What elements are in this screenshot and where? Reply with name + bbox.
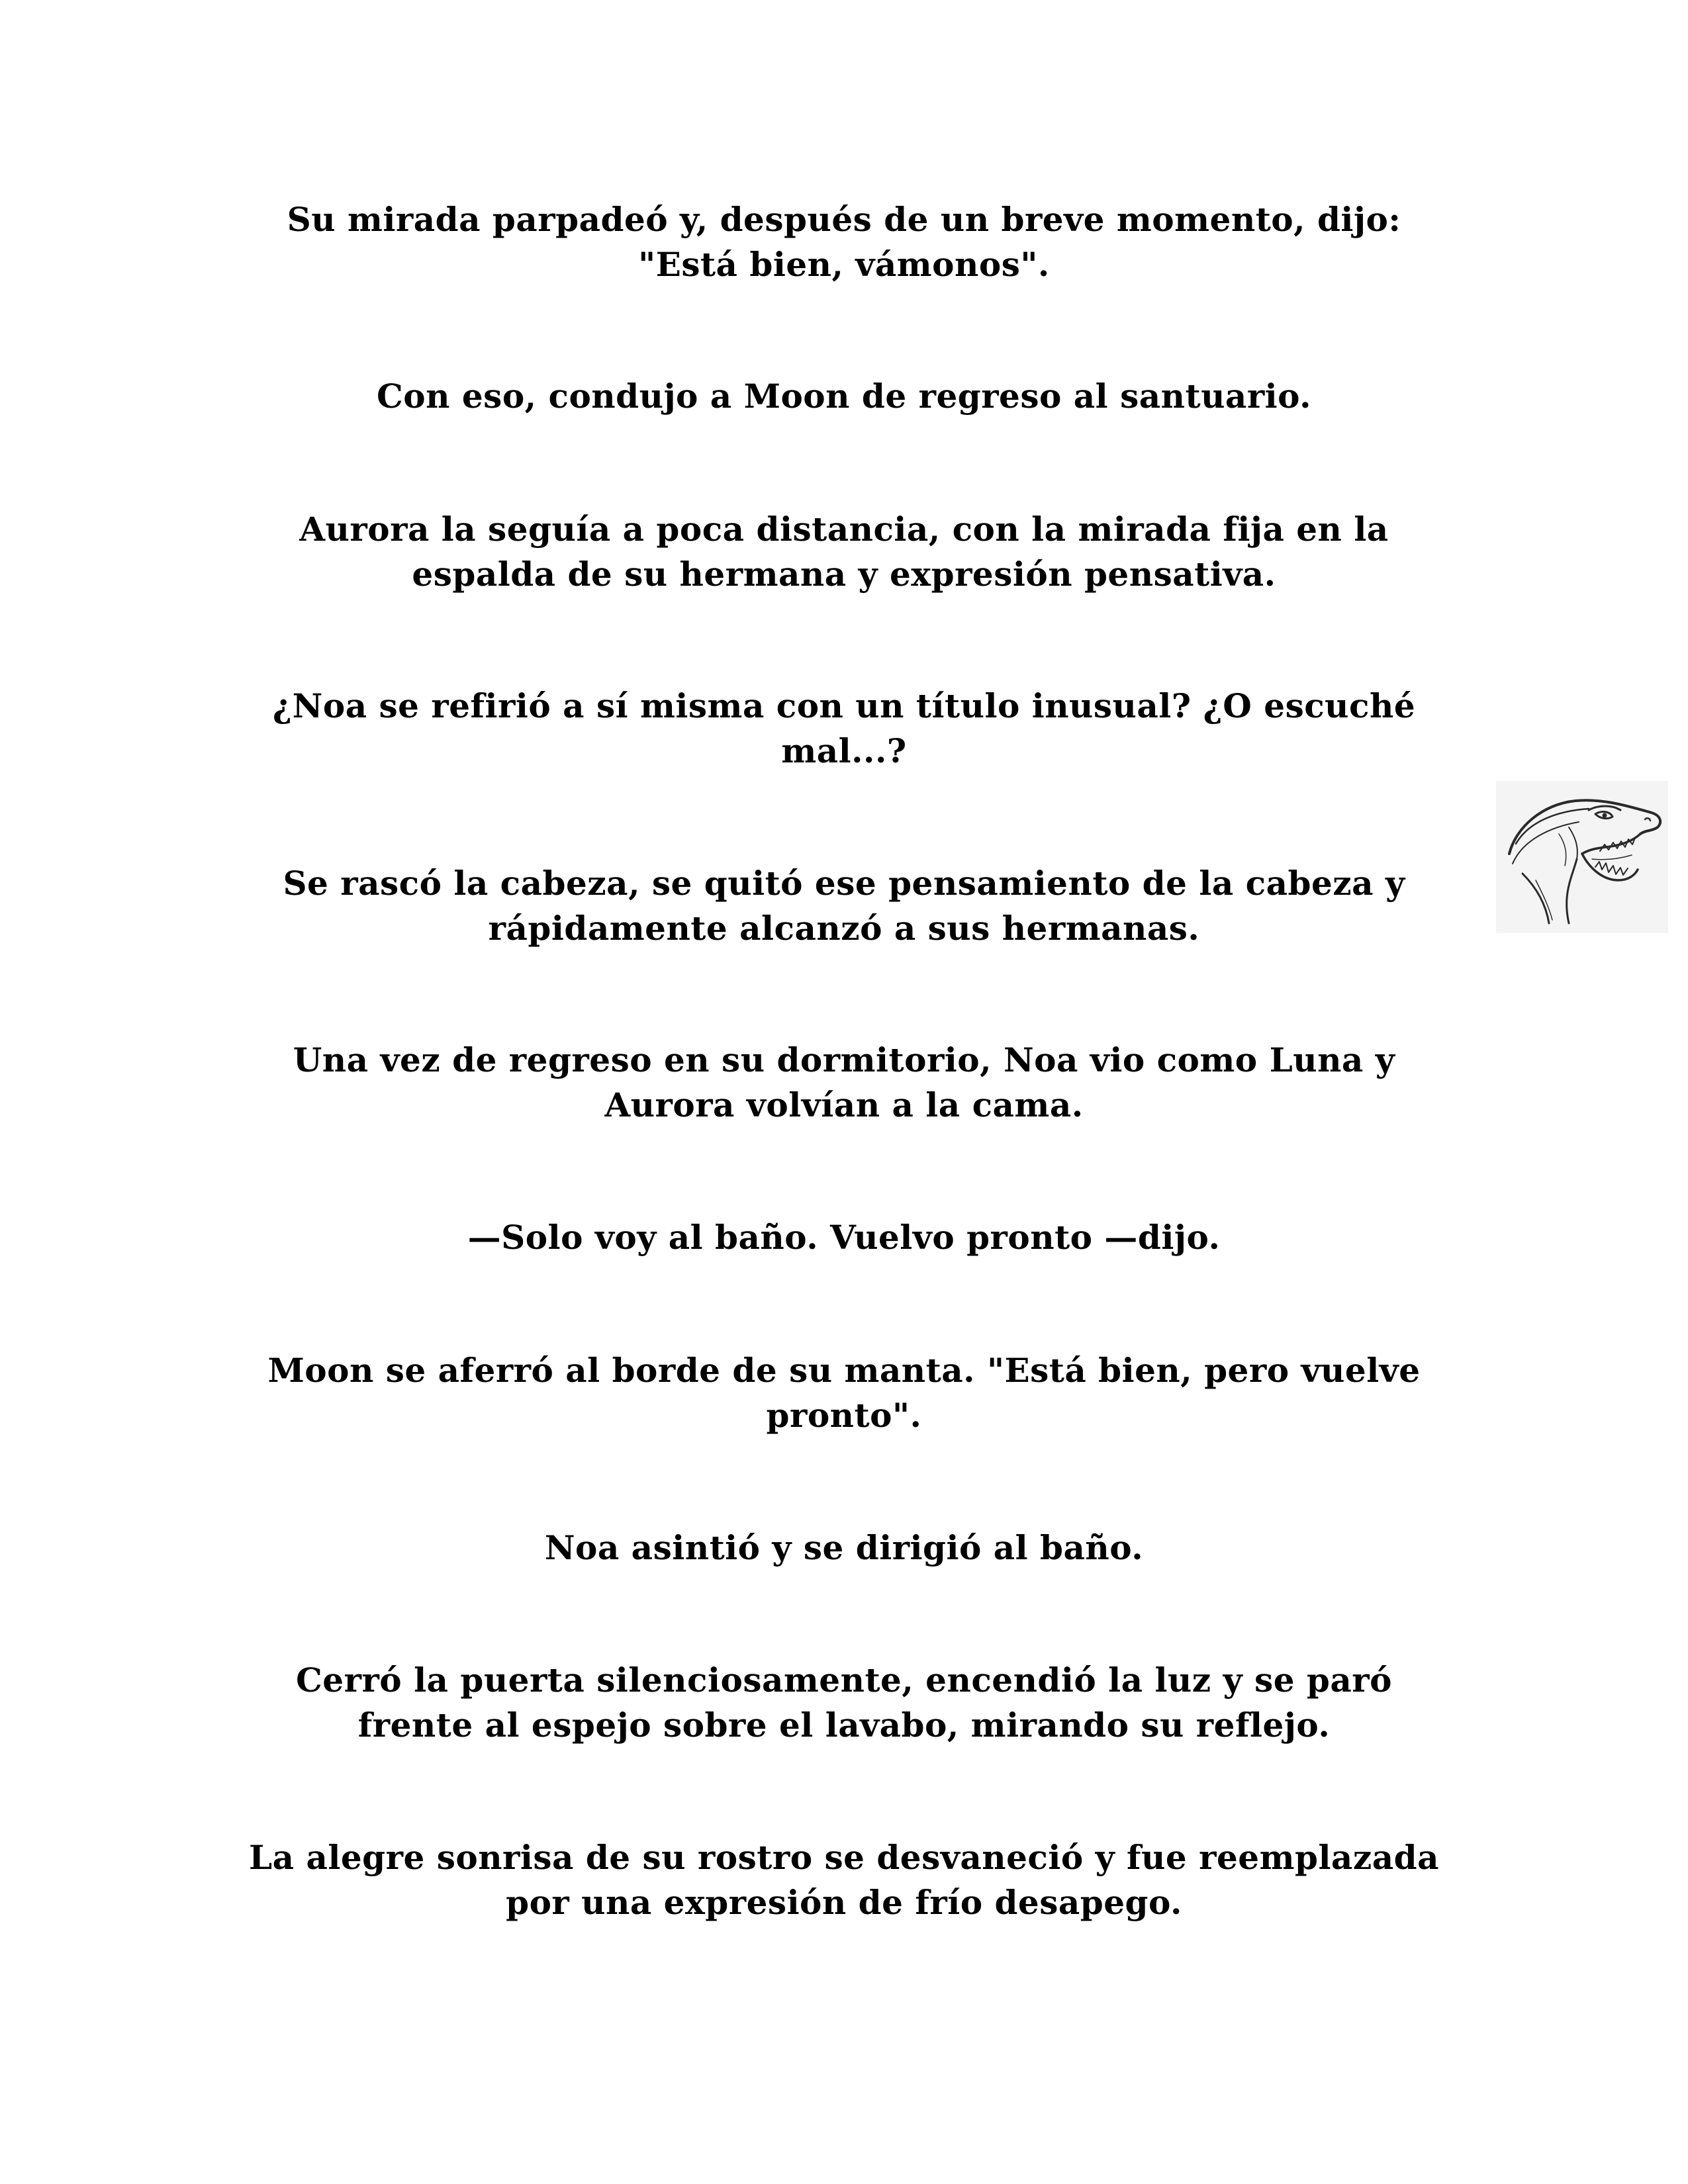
paragraph-line: Aurora la seguía a poca distancia, con la mirada fija en la <box>299 510 1389 549</box>
paragraph-line: Con eso, condujo a Moon de regreso al santuario. <box>376 377 1312 416</box>
paragraph-1 <box>182 197 1506 287</box>
paragraph-line: rápidamente alcanzó a sus hermanas. <box>488 909 1200 948</box>
paragraph-line: Noa asintió y se dirigió al baño. <box>544 1528 1144 1567</box>
paragraph-3 <box>182 507 1506 597</box>
paragraph-line: Aurora volvían a la cama. <box>604 1085 1084 1124</box>
paragraph-2 <box>182 374 1506 419</box>
paragraph-line: Se rascó la cabeza, se quitó ese pensamiento de la cabeza y <box>283 864 1405 903</box>
paragraph-line: La alegre sonrisa de su rostro se desvaneció y fue reemplazada <box>249 1838 1439 1877</box>
paragraph-line: "Está bien, vámonos". <box>638 245 1050 284</box>
paragraph-5 <box>182 861 1506 951</box>
paragraph-7 <box>182 1215 1506 1260</box>
paragraph-8 <box>182 1348 1506 1438</box>
paragraph-line: mal...? <box>781 731 907 770</box>
paragraph-line: ¿Noa se refirió a sí misma con un título inusual? ¿O escuché <box>272 686 1416 725</box>
paragraph-6 <box>182 1038 1506 1128</box>
paragraph-line: pronto". <box>766 1396 922 1435</box>
paragraph-11 <box>182 1835 1506 1925</box>
paragraph-line: Su mirada parpadeó y, después de un breve momento, dijo: <box>287 200 1401 239</box>
paragraph-4 <box>182 684 1506 774</box>
paragraph-line: Cerró la puerta silenciosamente, encendió la luz y se paró <box>296 1661 1392 1700</box>
paragraph-line: por una expresión de frío desapego. <box>506 1883 1182 1922</box>
dinosaur-head-sketch-icon <box>1496 781 1668 933</box>
paragraph-9 <box>182 1525 1506 1570</box>
paragraph-line: Moon se aferró al borde de su manta. "Está bien, pero vuelve <box>267 1351 1421 1390</box>
paragraph-line: frente al espejo sobre el lavabo, mirando su reflejo. <box>357 1706 1331 1745</box>
paragraph-10 <box>182 1658 1506 1748</box>
paragraph-line: espalda de su hermana y expresión pensativa. <box>412 555 1276 594</box>
paragraph-line: Una vez de regreso en su dormitorio, Noa vio como Luna y <box>293 1040 1395 1079</box>
paragraph-line: —Solo voy al baño. Vuelvo pronto —dijo. <box>467 1218 1221 1257</box>
